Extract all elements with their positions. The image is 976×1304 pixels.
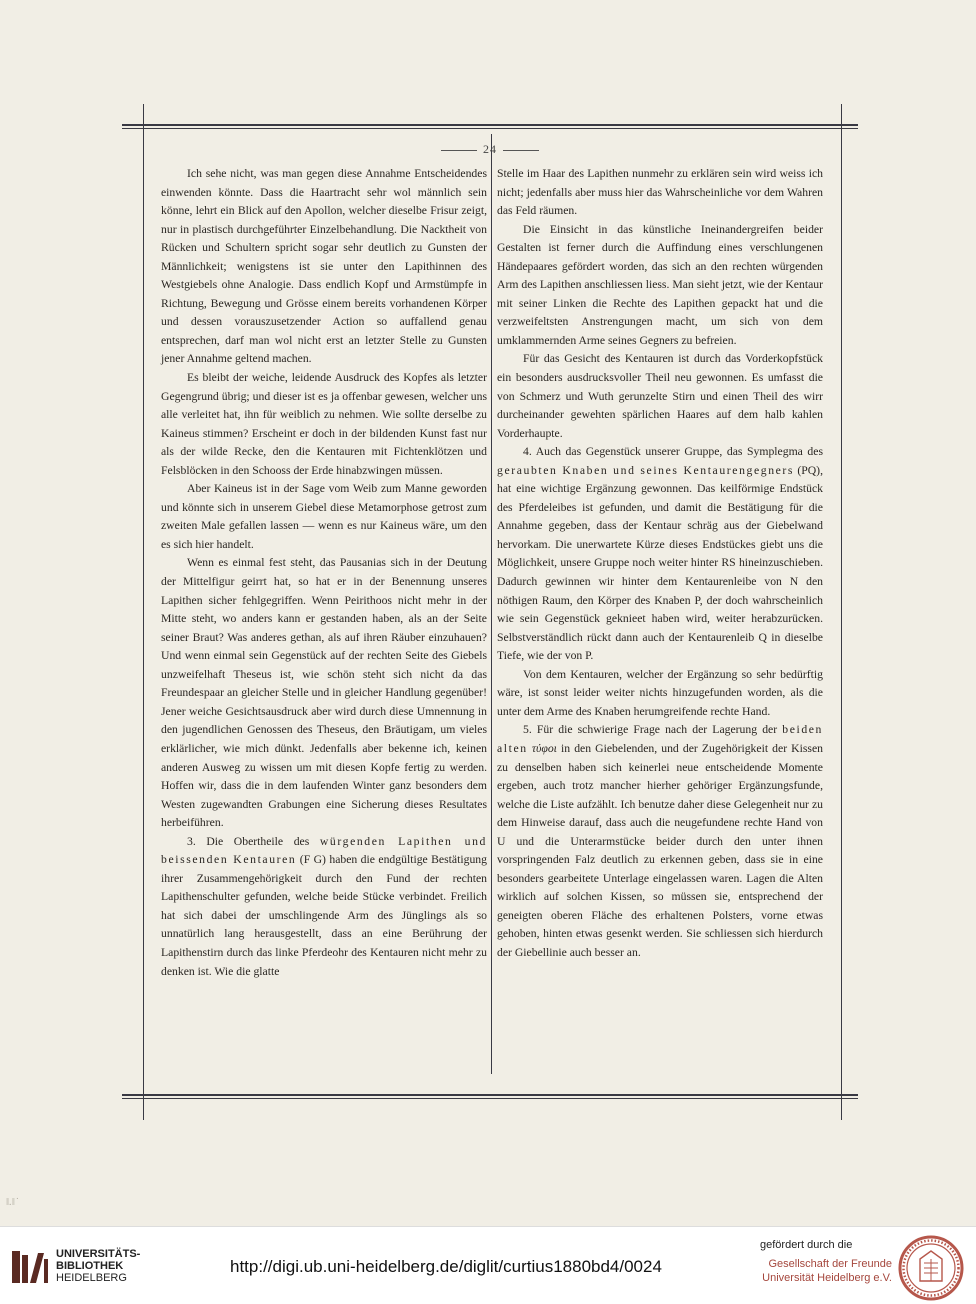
footer-banner xyxy=(0,1226,976,1304)
sponsor-name[interactable]: Gesellschaft der Freunde Universität Heidelberg e.V. xyxy=(762,1258,892,1284)
paragraph: Es bleibt der weiche, leidende Ausdruck des Kopfes als letzter Gegengrund übrig; und dieser ist es ja offenbar gewesen, welcher uns alle verleitet hat, ihn für weiblich zu nehmen. Wie sollte derselbe zu Kaineus stimmen? Erscheint er doch in der bildenden Kunst fast nur als der wilde Recke, den die Kentauren mit Fichtenklötzen und Felsblöcken in den Schooss der Erde hinabzwingen müssen. xyxy=(161,371,487,477)
frame-left-rule xyxy=(143,104,144,1120)
frame-bottom-rule xyxy=(122,1094,858,1096)
section-3-paragraph: 3. Die Obertheile des würgenden Lapithen und beissenden Kentauren (F G) haben die endgültige Bestätigung ihrer Zusammengehörigkeit durch den Fund der rechten Lapithenschulter gefunden, welche beide Stücke verbindet. Freilich hat sich dabei der umschlingende Arm des Jünglings als so unnatürlich lang herausgestellt, dass an eine Berührung der Lapithenstirn durch das linke Pferdeohr des Kentauren nicht mehr zu denken ist. Wie die glatte xyxy=(161,834,487,978)
university-seal-icon[interactable] xyxy=(898,1235,964,1301)
paragraph: Die Einsicht in das künstliche Ineinandergreifen beider Gestalten ist ferner durch die Auffindung eines verschlungenen Händepaares gefördert worden, das sich an den rechten würgenden Arm des Lapithen anschliessen liess. Man sieht jetzt, wie der Kentaur mit seiner Linken die Rechte des Lapithen gepackt hat und die verzweifeltsten Anstrengungen macht, um sich von dem umklammernden Arme seines Gegners zu befreien. xyxy=(497,222,823,347)
paragraph: Ich sehe nicht, was man gegen diese Annahme Entscheidendes einwenden könnte. Dass die Haartracht sehr wol männlich sein könne, lehrt ein Blick auf den Apollon, welcher dieselbe Frisur zeigt, nur in plastisch durchgeführter Einzelbehandlung. Die Nacktheit von Rücken und Schultern spricht sogar sehr deutlich zu Gunsten der Männlichkeit; wenigstens ist sie unter den Lapithinnen des Westgiebels ohne Analogie. Dass endlich Kopf und Armstümpfe in Richtung, Bewegung und Grösse einem bereits vorhandenen Körper und dessen vorauszusetzender Action so auffallend genau entsprechen, darf man wol nicht erst an letzter Stelle zu Gunsten jener Annahme geltend machen. xyxy=(161,167,487,366)
paragraph: Von dem Kentauren, welcher der Ergänzung so sehr bedürftig wäre, ist sonst leider weiter nichts hinzugefunden worden, als die unter dem Arme des Knaben herumgreifende rechte Hand. xyxy=(497,667,823,718)
frame-top-rule xyxy=(122,124,858,126)
library-name[interactable]: UNIVERSITÄTS- BIBLIOTHEK HEIDELBERG xyxy=(56,1248,141,1284)
column-divider xyxy=(491,134,492,1074)
section-5-paragraph: 5. Für die schwierige Frage nach der Lagerung der beiden alten τύφοι in den Giebelenden, und der Zugehörigkeit der Kissen zu denselben haben sich keinerlei neue entscheidende Momente ergeben, auch trotz mancher hierher gehöriger Ergänzungsfunde, welche die Liste aufzählt. Ich benutze daher diese Gelegenheit nur zu dem Hinweise darauf, dass auch die neugefundene rechte Hand von U und die Unterarmstücke beider durch den unter ihnen vorspringenden Falz deutlich zu erkennen geben, dass sie in eine besonders gearbeitete Unterlage eingelassen waren. Lagen die Alten wirklich auf solchen Kissen, so müssen sie, entsprechend der geneigten oberen Fläche des erhaltenen Polsters, vorne etwas gehoben, hinten etwas gesenkt werden. Sie schliessen sich hierdurch der Giebellinie auch besser an. xyxy=(497,723,824,959)
paragraph: Wenn es einmal fest steht, das Pausanias sich in der Deutung der Mittelfigur geirrt hat, so hat er in der Benennung unseres Lapithen sicher fehlgegriffen. Wenn Peirithoos nicht mehr in der Mitte steht, wo anders kann er gestanden haben, als an der Seite seiner Braut? Was anderes gethan, als auf ihren Räuber einzuhauen? Und wenn einmal sein Gegenstück auf der rechten Seite des Giebels unzweifelhaft Theseus ist, wie schön steht sich nicht da das Freundespaar an gleicher Stelle und in gleicher Handlung gegenüber! Jener weiche Gesichtsausdruck aber wird durch diese Umnennung in den jugendlichen Genossen des Theseus, den Bräutigam, um vieles erklärlicher, wie mich dünkt. Jedenfalls aber bekenne ich, keinen anderen Ausweg zu wissen um mit diesen Kopfe fertig zu werden. Hoffen wir, dass die in dem laufenden Winter ganz besonders dem Westen zugewandten Grabungen eine Sicherung dieses Resultates herbeiführen. xyxy=(161,556,487,830)
frame-top-rule-thin xyxy=(122,128,858,129)
paragraph: Für das Gesicht des Kentauren ist durch das Vorderkopfstück ein besonders ausdrucksvoller Theil neu gewonnen. Es umfasst die von Schmerz und Wuth gerunzelte Stirn und einen Theil des wirr durcheinander gewehten spärlichen Haares auf dem halb kahlen Vorderhaupte. xyxy=(497,352,823,440)
frame-bottom-rule-thin xyxy=(122,1098,858,1099)
margin-pencil-mark: ǁ.ǁ̇ xyxy=(6,1196,15,1208)
permalink-url[interactable]: http://digi.ub.uni-heidelberg.de/diglit/curtius1880bd4/0024 xyxy=(230,1257,662,1276)
right-column xyxy=(497,165,823,963)
sponsor-lead-text: gefördert durch die xyxy=(760,1239,853,1251)
page-number: 24 xyxy=(420,142,560,157)
ub-logo-icon[interactable] xyxy=(8,1245,52,1289)
section-4-paragraph: 4. Auch das Gegenstück unserer Gruppe, das Symplegma des geraubten Knaben und seines Kentaurengegners (PQ), hat eine wichtige Ergänzung gewonnen. Das keilförmige Endstück des Pferdeleibes ist gefunden, und damit die Bestätigung für die Annahme gegeben, dass der Kentaur schräg aus der Giebelwand hervorkam. Die unerwartete Kürze dieses Endstückes giebt uns die Möglichkeit, unsere Gruppe noch weiter hinter RS hineinzuschieben. Dadurch gewinnen wir hinter dem Kentaurenleibe von N den nöthigen Raum, den Körper des Knaben P, der doch wahrscheinlich wie sein Gegenstück gekniеet haben wird, weiter herabzurücken. Selbstverständlich rückt dann auch der Kentaurenleib Q in dieselbe Tiefe, wie der von P. xyxy=(497,445,824,663)
paragraph: Aber Kaineus ist in der Sage vom Weib zum Manne geworden und könnte sich in unserem Giebel diese Metamorphose getrost zum zweiten Male gefallen lassen — wenn es nur Kaineus wäre, um den es sich hier handelt. xyxy=(161,482,487,551)
left-column xyxy=(161,165,487,981)
frame-right-rule xyxy=(841,104,842,1120)
paragraph: Stelle im Haar des Lapithen nunmehr zu erklären sein wird weiss ich nicht; jedenfalls aber muss hier das Wahrscheinliche vor dem Wahren das Feld räumen. xyxy=(497,167,823,218)
